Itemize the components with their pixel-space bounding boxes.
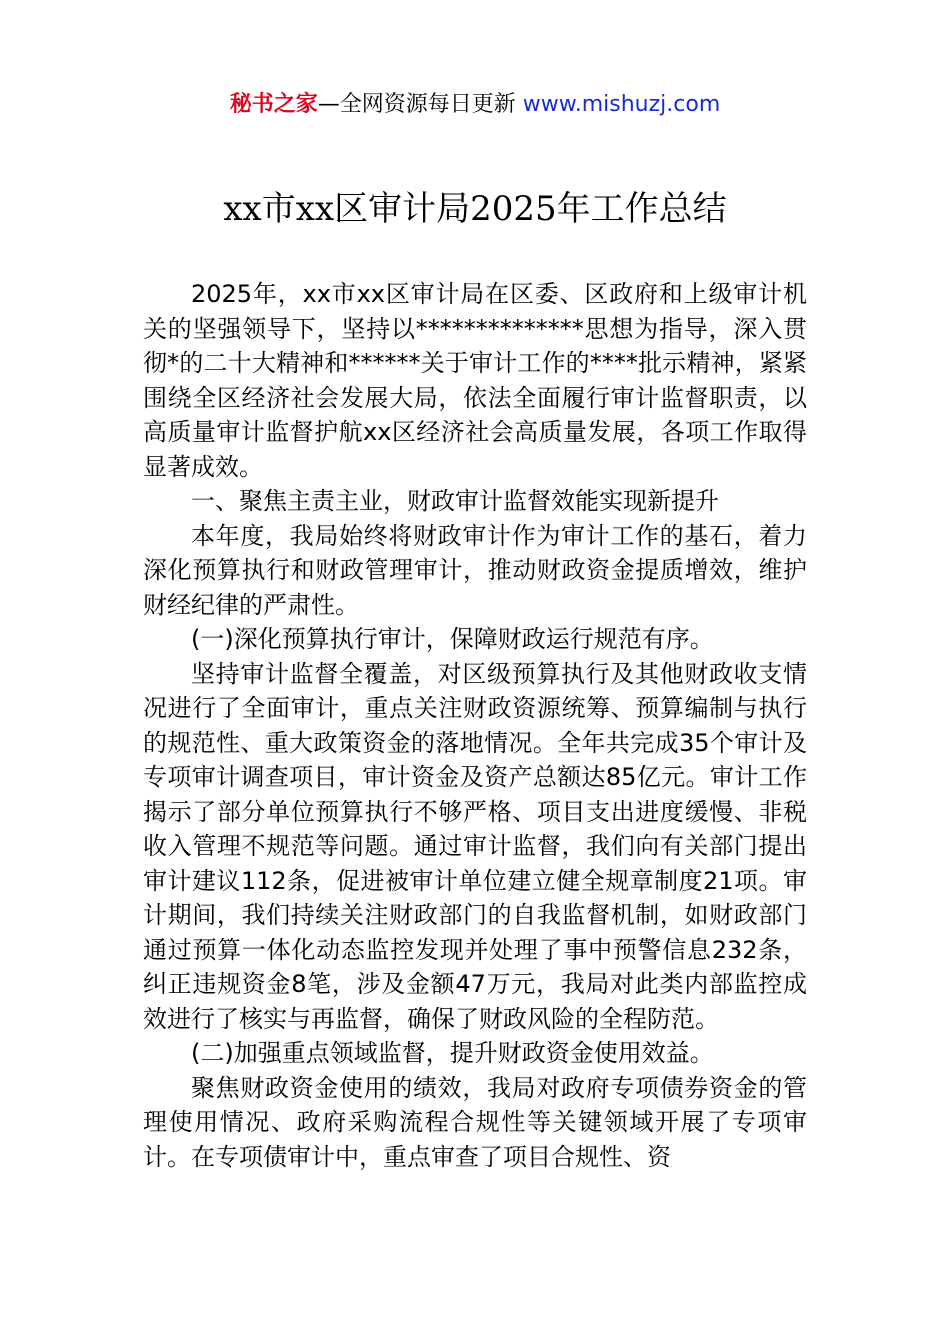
document-body: [143, 277, 807, 1174]
paragraph-budget-audit: 坚持审计监督全覆盖，对区级预算执行及其他财政收支情况进行了全面审计，重点关注财政资源统筹、预算编制与执行的规范性、重大政策资金的落地情况。全年共完成35个审计及专项审计调查项目，审计资金及资产总额达85亿元。审计工作揭示了部分单位预算执行不够严格、项目支出进度缓慢、非税收入管理不规范等问题。通过审计监督，我们向有关部门提出审计建议112条，促进被审计单位建立健全规章制度21项。审计期间，我们持续关注财政部门的自我监督机制，如财政部门通过预算一体化动态监控发现并处理了事中预警信息232条，纠正违规资金8笔，涉及金额47万元，我局对此类内部监控成效进行了核实与再监督，确保了财政风险的全程防范。: [143, 659, 807, 1033]
subsection-heading-2: (二)加强重点领域监督，提升财政资金使用效益。: [191, 1039, 714, 1067]
subsection-heading-1: (一)深化预算执行审计，保障财政运行规范有序。: [191, 625, 714, 653]
paragraph-key-areas: 聚焦财政资金使用的绩效，我局对政府专项债券资金的管理使用情况、政府采购流程合规性等关键领域开展了专项审计。在专项债审计中，重点审查了项目合规性、资: [143, 1073, 807, 1171]
site-url-link[interactable]: www.mishuzj.com: [522, 92, 721, 117]
paragraph-intro: 2025年，xx市xx区审计局在区委、区政府和上级审计机关的坚强领导下，坚持以**************思想为指导，深入贯彻*的二十大精神和******关于审计工作的****批示精神，紧紧围绕全区经济社会发展大局，依法全面履行审计监督职责，以高质量审计监督护航xx区经济社会高质量发展，各项工作取得显著成效。: [143, 280, 807, 481]
site-banner: [0, 88, 950, 122]
section-heading-1: 一、聚焦主责主业，财政审计监督效能实现新提升: [191, 487, 719, 515]
brand-name: 秘书之家: [229, 92, 318, 117]
document-title: xx市xx区审计局2025年工作总结: [223, 189, 727, 229]
paragraph-section-1-intro: 本年度，我局始终将财政审计作为审计工作的基石，着力深化预算执行和财政管理审计，推动财政资金提质增效，维护财经纪律的严肃性。: [143, 521, 807, 619]
banner-tagline: —全网资源每日更新: [317, 92, 523, 117]
